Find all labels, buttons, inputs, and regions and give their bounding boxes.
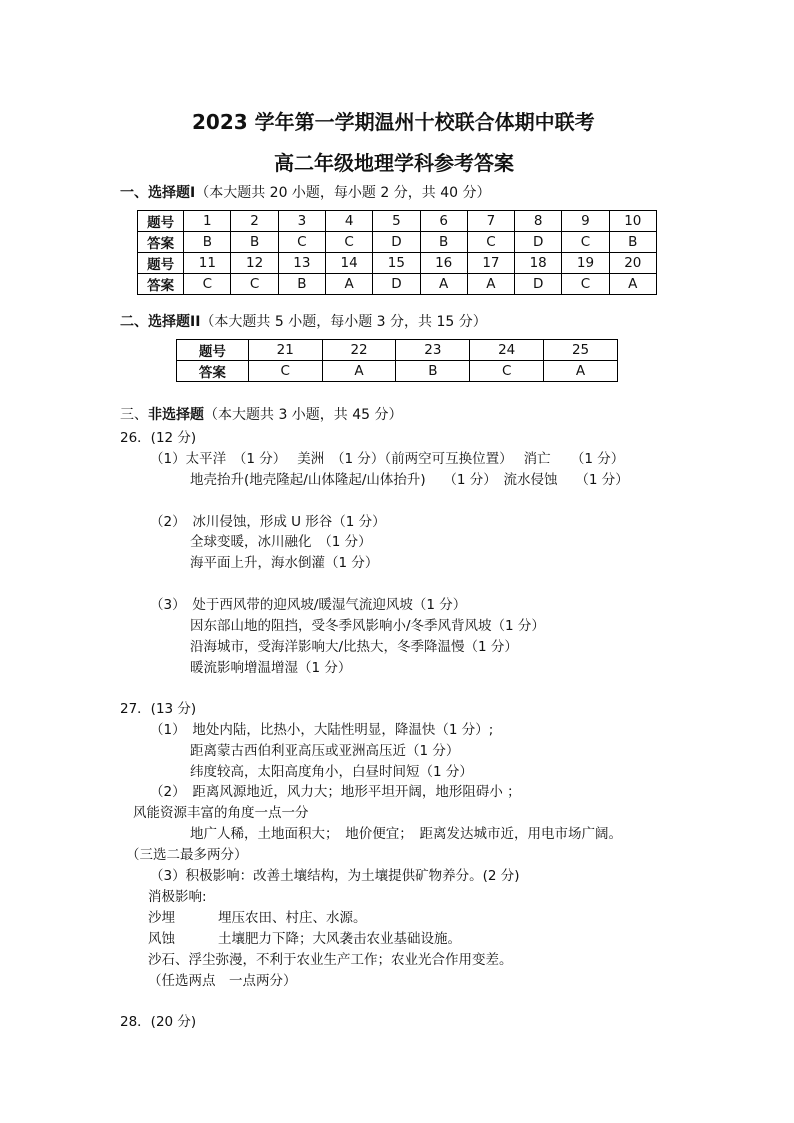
section-2-heading — [120, 311, 487, 331]
q26-part2-line2: 全球变暖，冰川融化 （1 分） — [190, 534, 372, 550]
table-cell: 12 — [231, 253, 278, 274]
table-cell: D — [515, 274, 562, 295]
table-cell: 13 — [278, 253, 325, 274]
table-cell: C — [562, 274, 609, 295]
table-cell: 7 — [467, 211, 514, 232]
table-cell: D — [515, 232, 562, 253]
table-cell: 21 — [248, 340, 322, 361]
section-1-title: 一、选择题I — [120, 185, 196, 201]
table-cell: 4 — [326, 211, 373, 232]
table-cell: 8 — [515, 211, 562, 232]
q26-part1-line2: 地壳抬升(地壳隆起/山体隆起/山体抬升) （1 分） 流水侵蚀 （1 分） — [190, 472, 629, 488]
table-cell: 23 — [396, 340, 470, 361]
table-cell: 15 — [373, 253, 420, 274]
q26-part3-line2: 因东部山地的阻挡，受冬季风影响小/冬季风背风坡（1 分） — [190, 618, 545, 634]
q28-heading: 28．(20 分) — [120, 1014, 197, 1030]
q26-part1-line1: （1）太平洋 （1 分） 美洲 （1 分）（前两空可互换位置） 消亡 （1 分） — [150, 451, 625, 467]
section-2-note: （本大题共 5 小题，每小题 3 分，共 15 分） — [200, 314, 487, 330]
table-cell: 5 — [373, 211, 420, 232]
table-cell: C — [470, 361, 544, 382]
q27-part3-negative-label: 消极影响: — [148, 889, 207, 905]
table-cell: B — [184, 232, 231, 253]
table-cell: 题号 — [177, 340, 249, 361]
table-cell: D — [373, 274, 420, 295]
table-row — [177, 361, 618, 382]
table-cell: 答案 — [177, 361, 249, 382]
q27-part2-line1: （2） 距离风源地近，风力大；地形平坦开阔，地形阻碍小 ； — [150, 784, 521, 800]
q27-scoring-note: （任选两点 一点两分） — [148, 973, 297, 989]
table-cell: 1 — [184, 211, 231, 232]
q26-part3-line4: 暖流影响增温增湿（1 分） — [190, 660, 352, 676]
table-cell: C — [278, 232, 325, 253]
table-cell: B — [609, 232, 656, 253]
exam-title: 2023 学年第一学期温州十校联合体期中联考 — [192, 110, 595, 134]
table-cell: 14 — [326, 253, 373, 274]
section-3-note: （本大题共 3 小题，共 45 分） — [204, 407, 403, 423]
table-cell: B — [278, 274, 325, 295]
answer-table-1 — [137, 210, 657, 295]
q27-sand-burial-label: 沙埋 — [148, 910, 175, 926]
q27-wind-erosion-text: 土壤肥力下降；大风袭击农业基础设施。 — [218, 931, 461, 947]
section-2-title: 二、选择题II — [120, 314, 201, 330]
q27-part1-line1: （1） 地处内陆，比热小，大陆性明显，降温快（1 分）; — [150, 722, 494, 738]
q27-sand-burial-text: 埋压农田、村庄、水源。 — [218, 910, 367, 926]
table-cell: 2 — [231, 211, 278, 232]
table-cell: C — [248, 361, 322, 382]
table-cell: B — [420, 232, 467, 253]
table-cell: C — [562, 232, 609, 253]
section-3-prefix: 三、 — [120, 407, 148, 423]
table-cell: C — [467, 232, 514, 253]
table-cell: C — [326, 232, 373, 253]
table-cell: 17 — [467, 253, 514, 274]
table-cell: B — [231, 232, 278, 253]
table-cell: 3 — [278, 211, 325, 232]
q27-part2-line2: 地广人稀，土地面积大； 地价便宜； 距离发达城市近，用电市场广阔。 — [190, 826, 622, 842]
table-cell: A — [326, 274, 373, 295]
table-cell: 20 — [609, 253, 656, 274]
q27-part3-positive: （3）积极影响：改善土壤结构，为土壤提供矿物养分。(2 分) — [150, 868, 520, 884]
q26-part2-line3: 海平面上升，海水倒灌（1 分） — [190, 555, 379, 571]
table-cell: 答案 — [138, 274, 184, 295]
table-cell: 9 — [562, 211, 609, 232]
table-cell: 题号 — [138, 253, 184, 274]
table-row — [138, 211, 657, 232]
q26-heading: 26．(12 分) — [120, 430, 197, 446]
q27-dust-text: 沙石、浮尘弥漫，不利于农业生产工作；农业光合作用变差。 — [148, 952, 513, 968]
table-cell: 16 — [420, 253, 467, 274]
table-cell: A — [420, 274, 467, 295]
q26-part3-line3: 沿海城市，受海洋影响大/比热大，冬季降温慢（1 分） — [190, 639, 518, 655]
table-cell: 题号 — [138, 211, 184, 232]
table-cell: D — [373, 232, 420, 253]
answer-key-title: 高二年级地理学科参考答案 — [274, 151, 514, 175]
q26-part2-line1: （2） 冰川侵蚀，形成 U 形谷（1 分） — [150, 514, 386, 530]
answer-table-2 — [176, 339, 618, 382]
table-row — [138, 274, 657, 295]
table-cell: A — [467, 274, 514, 295]
table-cell: B — [396, 361, 470, 382]
table-cell: A — [544, 361, 618, 382]
q27-part2-limit: （三选二最多两分） — [126, 847, 248, 863]
q27-wind-erosion-label: 风蚀 — [148, 931, 175, 947]
table-cell: 答案 — [138, 232, 184, 253]
table-cell: A — [322, 361, 396, 382]
section-3-heading — [120, 404, 403, 424]
table-cell: 6 — [420, 211, 467, 232]
table-cell: C — [231, 274, 278, 295]
table-row — [138, 232, 657, 253]
table-cell: 22 — [322, 340, 396, 361]
section-3-title: 非选择题 — [148, 407, 204, 423]
q26-part3-line1: （3） 处于西风带的迎风坡/暖湿气流迎风坡（1 分） — [150, 597, 467, 613]
q27-part1-line2: 距离蒙古西伯利亚高压或亚洲高压近（1 分） — [190, 743, 460, 759]
table-cell: C — [184, 274, 231, 295]
table-cell: 24 — [470, 340, 544, 361]
table-row — [138, 253, 657, 274]
q27-part1-line3: 纬度较高，太阳高度角小，白昼时间短（1 分） — [190, 764, 473, 780]
table-cell: 10 — [609, 211, 656, 232]
table-cell: 18 — [515, 253, 562, 274]
q27-part2-note: 风能资源丰富的角度一点一分 — [133, 805, 309, 821]
section-1-note: （本大题共 20 小题，每小题 2 分，共 40 分） — [195, 185, 491, 201]
table-cell: 25 — [544, 340, 618, 361]
table-cell: 19 — [562, 253, 609, 274]
section-1-heading — [120, 182, 490, 202]
table-cell: 11 — [184, 253, 231, 274]
table-cell: A — [609, 274, 656, 295]
table-row — [177, 340, 618, 361]
q27-heading: 27．(13 分) — [120, 701, 197, 717]
